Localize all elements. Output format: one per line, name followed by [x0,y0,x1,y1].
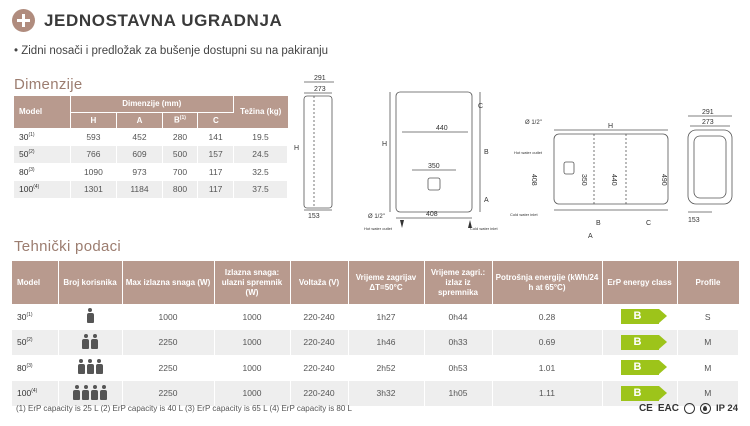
tech-cell-max-power: 1000 [122,304,214,330]
energy-class-badge: B [621,386,659,401]
h-dim-440: 440 [610,174,617,186]
tech-cell-profile: S [677,304,739,330]
person-icon [87,308,94,323]
hot-outlet-arrow-icon [400,220,404,228]
tech-cell-max-power: 2250 [122,381,214,407]
tech-header-energy: Potrošnja energije (kWh/24 h at 65°C) [492,261,602,304]
front-dim-408: 408 [426,211,438,218]
tech-cell-max-power: 2250 [122,330,214,356]
person-icon [82,334,89,349]
front-dim-440: 440 [436,125,448,132]
front-dim-h: H [382,141,388,148]
h-dim-h: H [608,123,614,130]
front-view [390,92,480,218]
tech-cell-model: 100$^{(4)}$ [12,381,58,407]
tech-header-out-power: Izlazna snaga: ulazni spremnik (W) [214,261,290,304]
tech-header-profile: Profile [677,261,739,304]
h-dim-b: B [596,220,601,227]
person-icon [73,385,80,400]
side-view [304,82,334,210]
tech-cell-profile: M [677,330,739,356]
tech-cell-voltage: 220-240 [290,304,348,330]
front-hot-outlet: Hot water outlet [364,226,393,231]
dim-header-c: C [198,112,234,128]
header [12,9,282,32]
technical-title: Tehnički podaci [14,238,122,255]
front-dim-diameter: Ø 1/2" [368,214,385,220]
dim-cell-model: 100$^{(4)}$ [14,181,70,199]
tech-cell-energy: 0.28 [492,304,602,330]
dimensions-title: Dimenzije [14,76,83,93]
tech-cell-heat-time: 2h52 [348,355,424,381]
horizontal-view [554,130,668,210]
tech-cell-out-time: 1h05 [424,381,492,407]
dim-header-a: A [117,112,162,128]
tech-header-voltage: Voltaža (V) [290,261,348,304]
energy-class-badge: B [621,335,659,350]
dim-cell-weight: 24.5 [234,146,288,164]
dim-cell-a: 609 [117,146,162,164]
tech-header-heat-time: Vrijeme zagrijav ΔT=50°C [348,261,424,304]
tech-cell-out-time: 0h33 [424,330,492,356]
dim-cell-h: 1090 [70,163,117,181]
certifications [639,403,738,414]
person-icon [87,359,94,374]
table-row [14,128,288,146]
dim-cell-h: 593 [70,128,117,146]
tech-cell-out-time: 0h44 [424,304,492,330]
person-icon [91,385,98,400]
tech-header-erp: ErP energy class [602,261,677,304]
dim-cell-b: 700 [162,163,198,181]
tech-cell-model: 50$^{(2)}$ [12,330,58,356]
installation-note: • Zidni nosači i predložak za bušenje dostupni su na pakiranju [14,45,329,57]
front-dim-350: 350 [428,163,440,170]
side-dim-153: 153 [308,213,320,220]
tech-cell-out-power: 1000 [214,330,290,356]
tech-cell-out-power: 1000 [214,355,290,381]
dim-header-weight: Težina (kg) [234,96,288,128]
tech-cell-erp [602,304,677,330]
tech-cell-users [58,330,122,356]
dim-cell-b: 280 [162,128,198,146]
side-dim-291: 291 [314,75,326,82]
front-dim-c: C [478,103,484,110]
tech-cell-model: 30$^{(1)}$ [12,304,58,330]
recycle-icon [684,403,695,414]
dim-cell-h: 766 [70,146,117,164]
tech-header-out-time: Vrijeme zagri.: izlaz iz spremnika [424,261,492,304]
tech-cell-model: 80$^{(3)}$ [12,355,58,381]
table-row [12,304,739,330]
tech-cell-heat-time: 1h27 [348,304,424,330]
eac-mark: EAC [657,403,679,414]
tech-cell-max-power: 2250 [122,355,214,381]
dim-header-h: H [70,112,117,128]
dimensions-table [14,96,288,198]
technical-table [12,261,739,406]
dim-cell-model: 50$^{(2)}$ [14,146,70,164]
dim-header-model: Model [14,96,70,128]
tech-header-users: Broj korisnika [58,261,122,304]
dim-cell-b: 800 [162,181,198,199]
tech-cell-heat-time: 1h46 [348,330,424,356]
person-icon [82,385,89,400]
tech-cell-energy: 1.11 [492,381,602,407]
energy-class-badge: B [621,360,659,375]
top-dim-153: 153 [688,217,700,224]
water-drop-icon [700,403,711,414]
ip-rating: IP 24 [715,403,738,414]
energy-class-badge: B [621,309,659,324]
tech-cell-voltage: 220-240 [290,381,348,407]
tech-cell-profile: M [677,355,739,381]
side-dim-h: H [294,145,300,152]
h-hot-outlet: Hot water outlet [514,150,543,155]
side-dim-273: 273 [314,86,326,93]
dim-cell-c: 157 [198,146,234,164]
dim-cell-model: 30$^{(1)}$ [14,128,70,146]
table-row [12,330,739,356]
h-dim-diameter: Ø 1/2" [525,120,542,126]
tech-cell-erp [602,330,677,356]
tech-header-model: Model [12,261,58,304]
plus-circle-icon [12,9,35,32]
h-dim-a: A [588,233,593,240]
h-cold-inlet: Cold water inlet [510,212,538,217]
front-dim-a: A [484,197,489,204]
tech-cell-energy: 1.01 [492,355,602,381]
h-dim-490: 490 [660,174,667,186]
top-dim-291: 291 [702,109,714,116]
tech-cell-energy: 0.69 [492,330,602,356]
dim-cell-c: 117 [198,181,234,199]
tech-cell-heat-time: 3h32 [348,381,424,407]
dim-cell-weight: 37.5 [234,181,288,199]
person-icon [100,385,107,400]
front-cold-inlet: Cold water inlet [470,226,498,231]
tech-cell-users [58,381,122,407]
dim-header-b: $B^{(1)}$ [162,112,198,128]
tech-cell-profile: M [677,381,739,407]
dim-cell-c: 117 [198,163,234,181]
tech-cell-voltage: 220-240 [290,330,348,356]
tech-cell-out-power: 1000 [214,304,290,330]
h-dim-408: 408 [530,174,537,186]
dim-cell-weight: 32.5 [234,163,288,181]
dim-cell-b: 500 [162,146,198,164]
footnotes: (1) ErP capacity is 25 L (2) ErP capacity is 40 L (3) ErP capacity is 65 L (4) ErP capacity is 80 L [16,404,352,413]
person-icon [96,359,103,374]
dim-cell-weight: 19.5 [234,128,288,146]
tech-cell-out-power: 1000 [214,381,290,407]
page-title: JEDNOSTAVNA UGRADNJA [44,10,283,30]
dim-cell-a: 973 [117,163,162,181]
table-row [14,181,288,199]
dim-cell-a: 1184 [117,181,162,199]
tech-header-max-power: Max izlazna snaga (W) [122,261,214,304]
h-dim-350: 350 [580,174,587,186]
table-row [12,381,739,407]
dim-cell-h: 1301 [70,181,117,199]
person-icon [91,334,98,349]
technical-drawing [292,70,744,240]
table-row [14,146,288,164]
table-row [14,163,288,181]
ce-mark: CE [638,403,653,414]
tech-cell-voltage: 220-240 [290,355,348,381]
tech-cell-users [58,304,122,330]
person-icon [78,359,85,374]
dim-cell-c: 141 [198,128,234,146]
dim-header-group: Dimenzije (mm) [70,96,234,112]
tech-cell-erp [602,355,677,381]
dim-cell-a: 452 [117,128,162,146]
tech-cell-users [58,355,122,381]
h-dim-c: C [646,220,652,227]
tech-cell-out-time: 0h53 [424,355,492,381]
dim-cell-model: 80$^{(3)}$ [14,163,70,181]
front-dim-b: B [484,149,489,156]
top-dim-273: 273 [702,119,714,126]
top-view [688,116,732,212]
table-row [12,355,739,381]
